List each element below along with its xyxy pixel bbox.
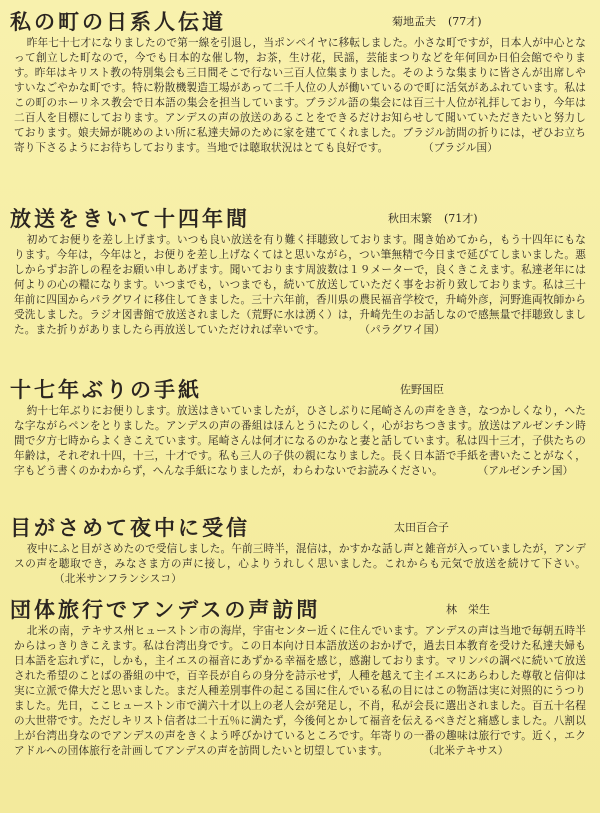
article-title: 放送をきいて十四年間 (10, 207, 250, 231)
author-name: 菊地孟夫 (392, 15, 436, 28)
author-name-line (394, 519, 449, 535)
article-text: 北米の南，テキサス州ヒューストン市の海岸，宇宙センター近くに住んでいます。アンデスの声は当地で毎朝五時半からはっきりきこえます。私は台湾出身です。この日本向け日本語放送のおかげで，過去日本教育を受けた私達夫婦も日本語を忘れずに，しかも，主イエスの福音にあずかる幸福を感じ，感謝しております。マリンバの調べに続いて放送された希望のことばの番組の中で，百辛長が自らの身分を詩示せず，人種を越えて主イエスにあらわした尊敬と信仰は実に立派で偉大だと思いました。まだ人種差別事件の起こる国に住んでいる私の目にはこの物語は実に対照的にうつりました。先日，ここヒューストン市で満六十才以上の老人会が発足し，不肖，私が会長に選出されました。百五十名程の大世帯です。ただしキリスト信者は二十五％に満たず，今後何とかして福音を伝えるべきだと痛感しました。八割以上が台湾出身なのでアンデスの声をきくよう呼びかけているところです。年寄りの一番の趣味は旅行です。近く，エクアドルへの団体旅行を計画してアンデスの声を訪問したいと切望しています。 (14, 625, 586, 758)
article-letter-4 (0, 512, 600, 590)
article-text: 昨年七十七才になりましたので第一線を引退し，当ポンペイヤに移転しました。小さな町ですが，日本人が中心となって創立した町なので，今でも日本的な催し物，お茶，生け花，民謡，芸能まつりなどを年何回か日伯会館でやります。昨年はキリスト教の特別集会も三日間そこで行ない三百人位集まりました。そのような集まりに皆さんが出席しやすいなごやかな町です。特に粉散機製造工場があって二千人位の人が働いているので町に活気があふれています。私はこの町のホーリネス教会で日本語の集会を担当しています。ブラジル語の集会には百三十人位が礼拝しており，今年は二百人を目標にしております。アンデスの声の放送のあることをできるだけお知らせして聞いていただきたいと努力しております。娘夫婦が眺めのよい所に私達夫婦のために家を建ててくれました。ブラジル訪問の折りには，ぜひお立ち寄り下さるようにお待ちしております。当地では聴取状況はとても良好です。 (14, 37, 586, 155)
article-header (0, 594, 600, 624)
article-title: 私の町の日系人伝道 (10, 10, 226, 34)
article-body (14, 542, 586, 590)
author-age: (77才) (448, 15, 482, 28)
author-name-line (388, 210, 478, 226)
article-letter-3 (0, 374, 600, 522)
article-text: 夜中にふと目がさめたので受信しました。午前三時半，混信は，かすかな話し声と雑音が入っていましたが，アンデスの声を聴取でき，みなさま方の声に接し，心よりうれしく思いました。これからも元気で放送を続けて下さい。 (14, 543, 586, 571)
article-title: 団体旅行でアンデスの声訪問 (10, 598, 321, 622)
article-title: 目がさめて夜中に受信 (10, 516, 250, 540)
author-name: 太田百合子 (394, 521, 449, 534)
author-age: (71才) (444, 212, 478, 225)
article-header (0, 203, 600, 233)
author-name: 林 栄生 (446, 603, 490, 616)
article-header (0, 6, 600, 36)
author-name: 秋田末繁 (388, 212, 432, 225)
article-signature: （北米サンフランシスコ） (54, 573, 182, 586)
article-signature: （ブラジル国） (428, 142, 498, 155)
article-header (0, 374, 600, 404)
article-title: 十七年ぶりの手紙 (10, 378, 202, 402)
article-body (14, 36, 586, 194)
article-text: 約十七年ぶりにお便りします。放送はきいていましたが，ひさしぶりに尾崎さんの声をきき，なつかしくなり，へたな字ながらペンをとりました。アンデスの声の番組はほんとうにたのしく，心がおちつきます。放送はアルゼンチン時間で夕方七時からよくきこえています。尾崎さんは何才になるのかなと妻と話しています。私は四十三才，子供たちの年齢は，それぞれ十四，十三，十才です。私も三人の子供の親になりました。長く日本語で手紙を書いたことがなく，字もどう書くのかわからず，へんな手紙になりましたが，わらわないでお読みください。 (14, 405, 586, 478)
article-body (14, 404, 586, 522)
article-signature: （パラグワイ国） (364, 324, 446, 337)
article-letter-5 (0, 594, 600, 806)
article-body (14, 233, 586, 365)
author-name: 佐野国臣 (400, 383, 444, 396)
author-name-line (400, 381, 444, 397)
author-name-line (392, 13, 482, 29)
article-letter-2 (0, 203, 600, 365)
article-text: 初めてお便りを差し上げます。いつも良い放送を有り難く拝聴致しております。聞き始めてから，もう十四年にもなります。今年は，今年はと，お便りを差し上げなくてはと思いながら，つい筆無精で今日まで延びてしまいました。悪しからずお許しの程をお願い申しあげます。聞いております周波数は１９メーターで，良くきこえます。私達老年には何よりの心の糧になります。いつまでも，いつまでも，続いて放送していただく事をお祈り致しております。私は三十年前に四国からパラグワイに移住してきました。三十六年前，香川県の農民福音学校で，升崎外彦，河野進両牧師から受洗しました。ラジオ図書館で放送されました（荒野に水は湧く）は，升崎先生のお話しなので感無量で拝聴致しました。また折りがありましたら再放送していただければ幸いです。 (14, 234, 586, 337)
article-signature: （アルゼンチン国） (482, 465, 574, 478)
article-signature: （北米テキサス） (428, 745, 509, 758)
author-name-line (446, 601, 490, 617)
article-letter-1 (0, 6, 600, 194)
article-header (0, 512, 600, 542)
article-body (14, 624, 586, 806)
